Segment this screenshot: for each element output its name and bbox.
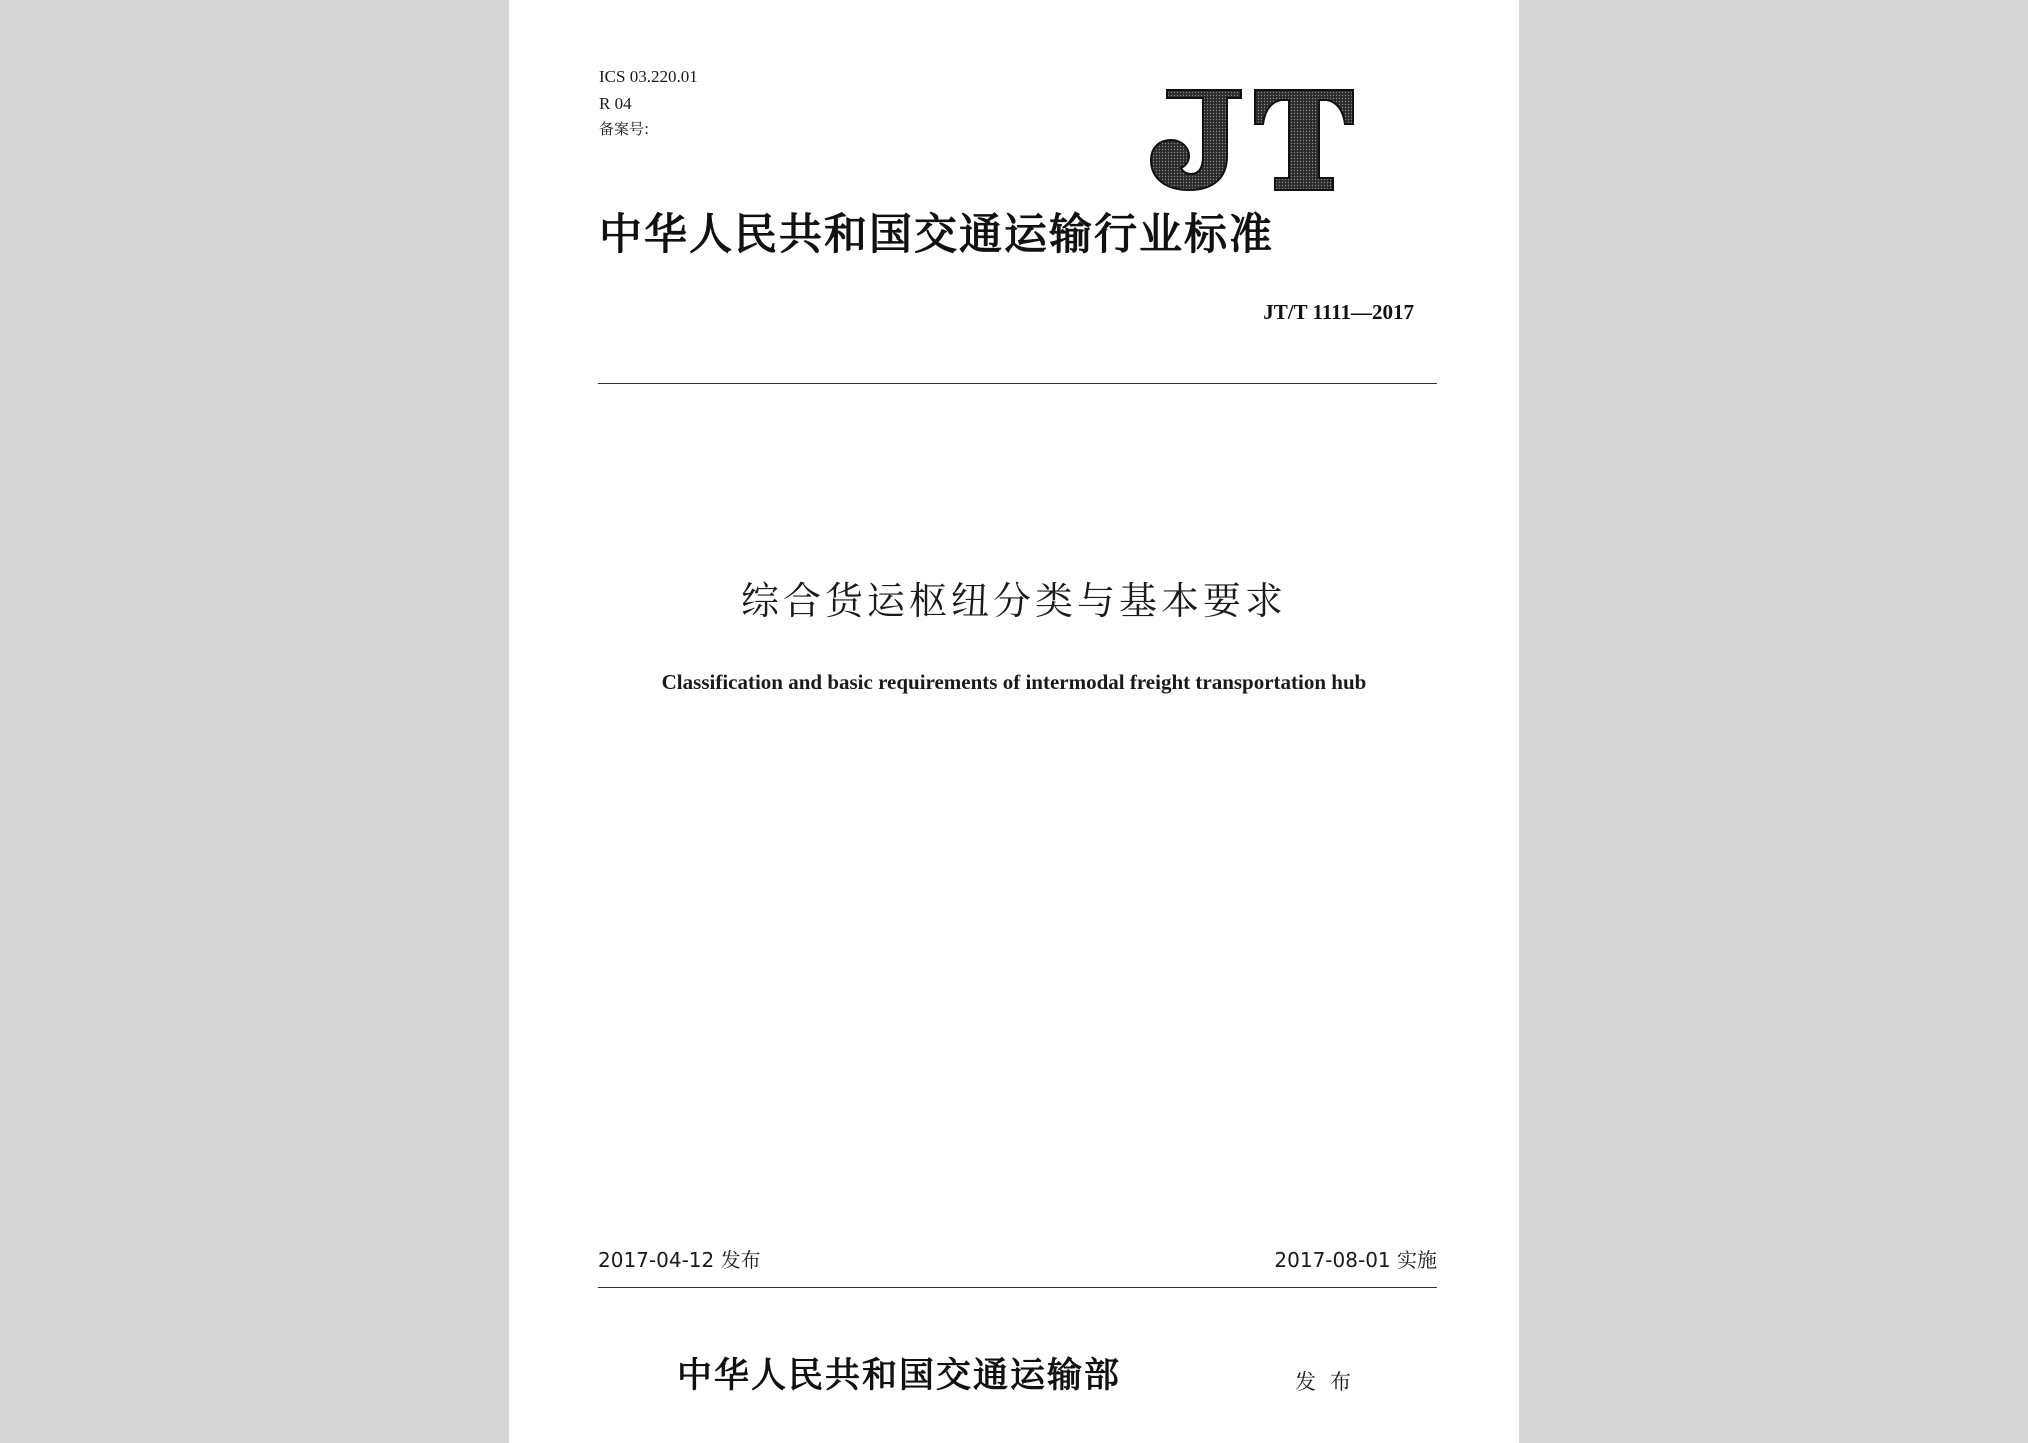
logo-text: JT [1149, 88, 1150, 89]
logo-letter-j [1151, 90, 1241, 190]
issue-date: 2017-04-12 发布 [598, 1248, 761, 1272]
logo-letter-t [1255, 90, 1353, 190]
record-number-label: 备案号: [599, 120, 650, 138]
document-title-chinese: 综合货运枢纽分类与基本要求 [740, 579, 1287, 623]
publisher-name: 中华人民共和国交通运输部 [677, 1355, 1122, 1396]
standard-type-heading: 中华人民共和国交通运输行业标准 [599, 210, 1274, 260]
implementation-date: 2017-08-01 实施 [1274, 1248, 1437, 1272]
top-divider [598, 383, 1437, 384]
jt-logo [1149, 88, 1355, 192]
document-page [509, 0, 1519, 1443]
document-title-english: Classification and basic requirements of intermodal freight transportation hub [661, 670, 1367, 694]
standard-number: JT/T 1111—2017 [1263, 300, 1414, 324]
publish-label: 发布 [1295, 1370, 1365, 1394]
bottom-divider [598, 1287, 1437, 1288]
ics-code: ICS 03.220.01 [599, 67, 698, 86]
ccs-code: R 04 [599, 94, 632, 113]
